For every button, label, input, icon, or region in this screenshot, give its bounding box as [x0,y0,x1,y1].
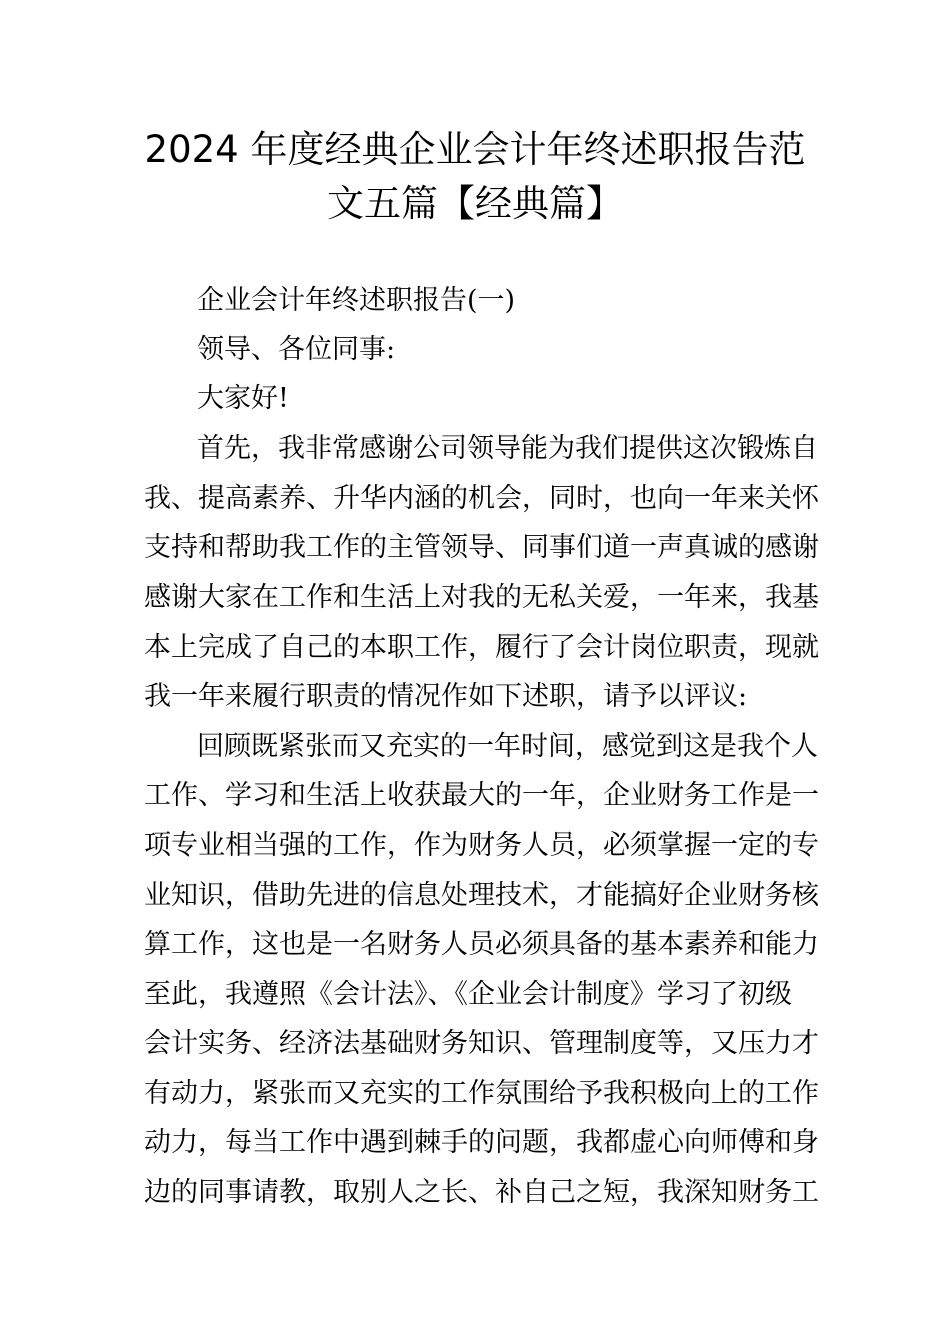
paragraph-2-line-5: 算工作，这也是一名财务人员必须具备的基本素养和能力 [144,929,819,960]
paragraph-2-line-7: 会计实务、经济法基础财务知识、管理制度等，又压力才 [144,1028,819,1059]
paragraph-1-line-5: 本上完成了自己的本职工作，履行了会计岗位职责，现就 [144,632,819,663]
document-title-line-2: 文五篇【经典篇】 [327,182,623,225]
paragraph-2-line-4: 业知识，借助先进的信息处理技术，才能搞好企业财务核 [144,880,819,911]
paragraph-2-line-9: 动力，每当工作中遇到棘手的问题，我都虚心向师傅和身 [144,1127,819,1158]
salutation-line: 领导、各位同事: [197,334,396,365]
paragraph-1-line-3: 支持和帮助我工作的主管领导、同事们道一声真诚的感谢 [144,532,819,563]
paragraph-1-line-1: 首先，我非常感谢公司领导能为我们提供这次锻炼自 [197,433,818,464]
paragraph-2-line-3: 项专业相当强的工作，作为财务人员，必须掌握一定的专 [144,830,819,861]
greeting-line: 大家好! [197,383,289,414]
paragraph-1-line-6: 我一年来履行职责的情况作如下述职，请予以评议: [144,681,748,712]
paragraph-2-line-2: 工作、学习和生活上收获最大的一年，企业财务工作是一 [144,780,819,811]
paragraph-2-line-8: 有动力，紧张而又充实的工作氛围给予我积极向上的工作 [144,1078,819,1109]
paragraph-1-line-2: 我、提高素养、升华内涵的机会，同时，也向一年来关怀 [144,483,819,514]
paragraph-2-line-10: 边的同事请教，取别人之长、补自己之短，我深知财务工 [144,1177,819,1208]
section-heading: 企业会计年终述职报告(一) [197,285,516,316]
paragraph-1-line-4: 感谢大家在工作和生活上对我的无私关爱，一年来，我基 [144,582,819,613]
document-title-line-1: 2024 年度经典企业会计年终述职报告范 [144,128,806,171]
paragraph-2-line-6: 至此，我遵照《会计法》、《企业会计制度》学习了初级 [144,979,792,1010]
paragraph-2-line-1: 回顾既紧张而又充实的一年时间，感觉到这是我个人 [197,731,818,762]
